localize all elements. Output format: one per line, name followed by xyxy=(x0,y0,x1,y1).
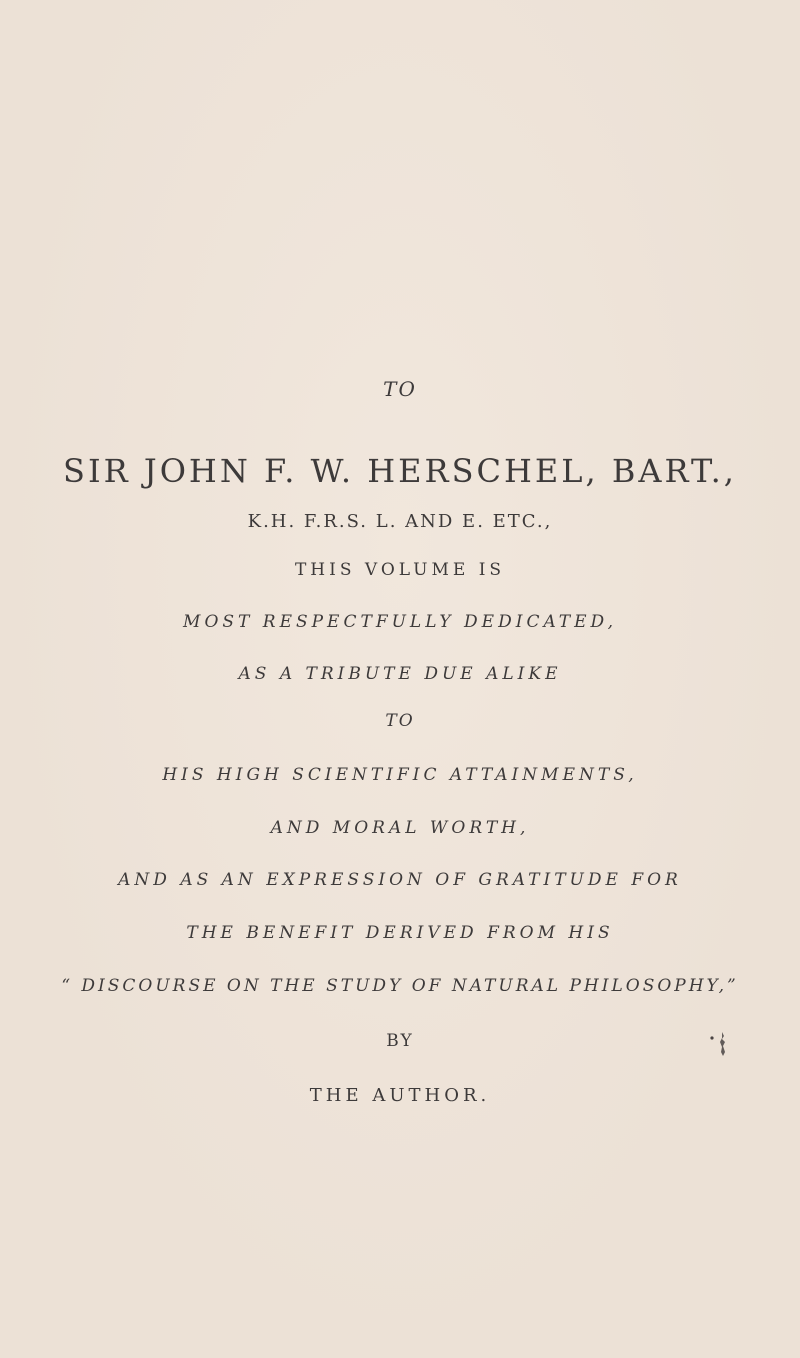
discourse-title-line: “ DISCOURSE ON THE STUDY OF NATURAL PHILOSOPHY,” xyxy=(61,976,739,996)
benefit-line: THE BENEFIT DERIVED FROM HIS xyxy=(186,923,614,943)
ink-speck-mark xyxy=(707,1030,731,1058)
by-line: BY xyxy=(386,1031,414,1051)
dedicatee-name: SIR JOHN F. W. HERSCHEL, BART., xyxy=(63,452,737,490)
author-line: THE AUTHOR. xyxy=(309,1085,491,1106)
to-line: TO xyxy=(385,711,415,731)
dedicated-line: MOST RESPECTFULLY DEDICATED, xyxy=(183,612,617,632)
dedicatee-honors: K.H. F.R.S. L. AND E. ETC., xyxy=(247,511,553,532)
tribute-line: AS A TRIBUTE DUE ALIKE xyxy=(238,664,562,684)
moral-worth-line: AND MORAL WORTH, xyxy=(270,818,530,838)
gratitude-line: AND AS AN EXPRESSION OF GRATITUDE FOR xyxy=(118,870,682,890)
attainments-line: HIS HIGH SCIENTIFIC ATTAINMENTS, xyxy=(162,765,638,785)
dedication-to-heading: TO xyxy=(383,377,417,401)
this-volume-line: THIS VOLUME IS xyxy=(294,560,506,580)
